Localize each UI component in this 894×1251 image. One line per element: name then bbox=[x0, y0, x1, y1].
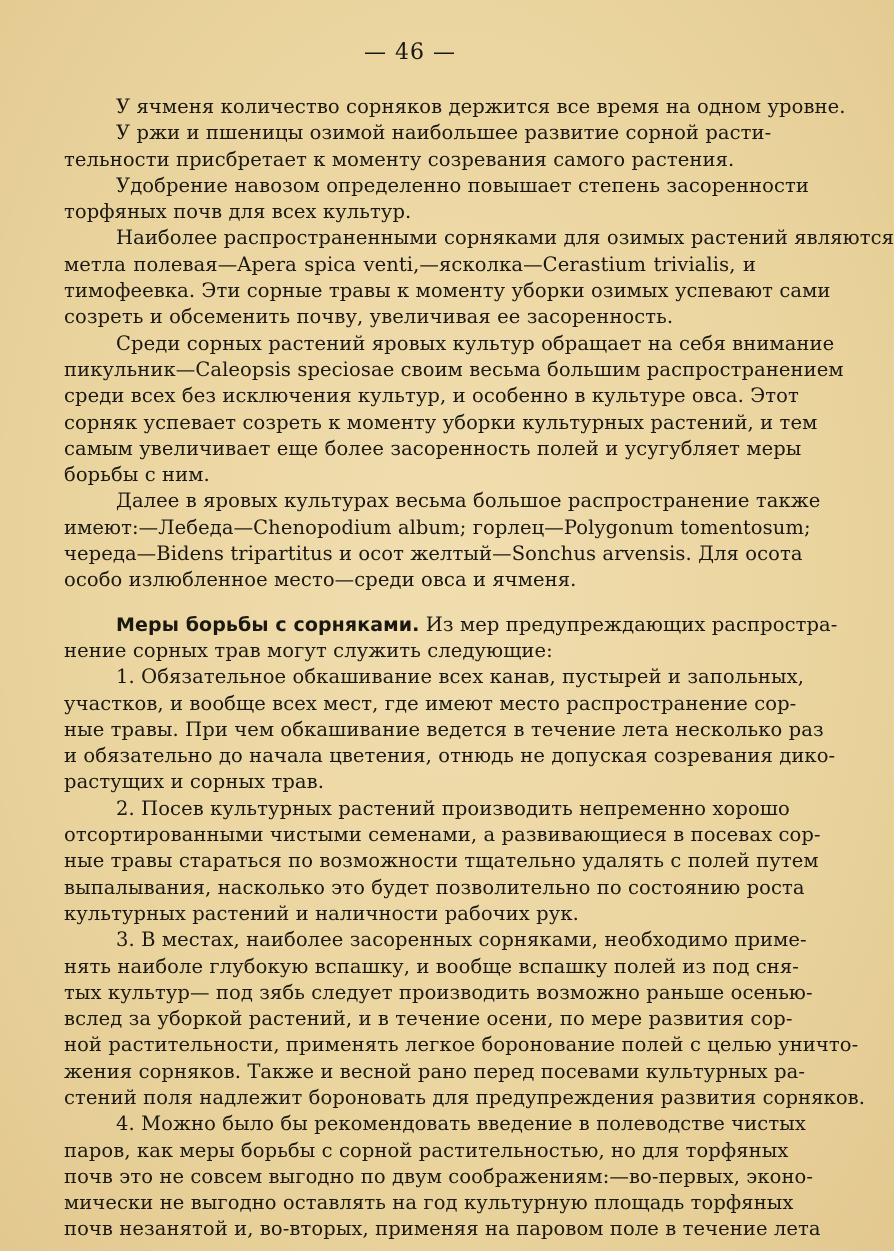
text-line: культурных растений и наличности рабочих рук. bbox=[64, 901, 579, 925]
text-line: нять наиболе глубокую вспашку, и вообще вспашку полей из под сня- bbox=[64, 954, 799, 978]
body-paragraph bbox=[64, 331, 844, 489]
document-page bbox=[64, 38, 894, 1241]
body-paragraph bbox=[64, 225, 894, 330]
text-line: тимофеевка. Эти сорные травы к моменту уборки озимых успевают сами bbox=[64, 279, 831, 303]
text-line: Далее в яровых культурах весьма большое распространение также bbox=[116, 489, 821, 513]
measure-paragraph bbox=[64, 796, 821, 927]
text-line: У ржи и пшеницы озимой наибольшее развитие сорной расти- bbox=[116, 121, 772, 145]
text-line: среди всех без исключения культур, и особенно в культуре овса. Этот bbox=[64, 384, 799, 408]
text-line: 4. Можно было бы рекомендовать введение в полеводстве чистых bbox=[116, 1112, 806, 1136]
text-line: мически не выгодно оставлять на год культурную площадь торфяных bbox=[64, 1191, 794, 1215]
text-line: тельности присбретает к моменту созревания самого растения. bbox=[64, 147, 735, 171]
text-line: растущих и сорных трав. bbox=[64, 770, 325, 794]
top-paragraphs bbox=[64, 94, 894, 594]
text-line: самым увеличивает еще более засоренность полей и усугубляет меры bbox=[64, 436, 802, 460]
text-line: ные травы стараться по возможности тщательно удалять с полей путем bbox=[64, 849, 819, 873]
text-line: вслед за уборкой растений, и в течение осени, по мере развития сор- bbox=[64, 1007, 793, 1031]
text-line: почв незанятой и, во-вторых, применяя на паровом поле в течение лета bbox=[64, 1217, 821, 1241]
body-paragraph bbox=[64, 173, 809, 226]
text-line: сорняк успевает созреть к моменту уборки культурных растений, и тем bbox=[64, 410, 818, 434]
text-line: тых культур— под зябь следует производить возможно раньше осенью- bbox=[64, 980, 813, 1004]
text-line: и обязательно до начала цветения, отнюдь не допуская созревания дико- bbox=[64, 744, 836, 768]
text-line: отсортированными чистыми семенами, а развивающиеся в посевах сор- bbox=[64, 823, 821, 847]
page-number: — 46 — bbox=[364, 40, 456, 65]
text-line: ной растительности, применять легкое боронование полей с целью уничто- bbox=[64, 1033, 859, 1057]
section-heading: Меры борьбы с сорняками. bbox=[116, 613, 420, 636]
text-line: почв это не совсем выгодно по двум соображениям:—во-первых, эконо- bbox=[64, 1164, 814, 1188]
text-line: У ячменя количество сорняков держится все время на одном уровне. bbox=[116, 95, 846, 118]
section-intro-line: нение сорных трав могут служить следующие: bbox=[64, 638, 553, 662]
text-line: 1. Обязательное обкашивание всех канав, пустырей и запольных, bbox=[116, 665, 805, 689]
text-line: ные травы. При чем обкашивание ведется в течение лета несколько раз bbox=[64, 717, 824, 741]
section-intro-paragraph bbox=[64, 612, 838, 665]
text-line: паров, как меры борьбы с сорной растительностью, но для торфяных bbox=[64, 1138, 789, 1162]
text-line: 2. Посев культурных растений производить непременно хорошо bbox=[116, 796, 790, 820]
text-line: 3. В местах, наиболее засоренных сорняками, необходимо приме- bbox=[116, 928, 807, 952]
text-line: Среди сорных растений яровых культур обращает на себя внимание bbox=[116, 331, 835, 355]
text-line: Удобрение навозом определенно повышает степень засоренности bbox=[116, 173, 809, 197]
text-line: жения сорняков. Также и весной рано перед посевами культурных ра- bbox=[64, 1059, 806, 1083]
body-paragraph bbox=[64, 94, 846, 120]
text-line: метла полевая—Apera spica venti,—ясколка—Cerastium trivialis, и bbox=[64, 252, 756, 276]
section-intro-text: Из мер предупреждающих распростра- bbox=[419, 612, 838, 636]
section-intro-first-line bbox=[64, 612, 838, 638]
measure-paragraph bbox=[64, 927, 866, 1111]
text-line: выпалывания, насколько это будет позволительно по состоянию роста bbox=[64, 875, 805, 899]
measure-paragraph bbox=[64, 664, 836, 795]
body-paragraph bbox=[64, 120, 772, 173]
text-line: торфяных почв для всех культур. bbox=[64, 200, 412, 224]
text-line: борьбы с ним. bbox=[64, 463, 210, 487]
text-line: череда—Bidens tripartitus и осот желтый—Sonchus arvensis. Для осота bbox=[64, 542, 803, 566]
body-paragraph bbox=[64, 488, 821, 593]
text-line: стений поля надлежит бороновать для предупреждения развития сорняков. bbox=[64, 1085, 866, 1109]
measure-paragraph bbox=[64, 1111, 821, 1242]
text-line: участков, и вообще всех мест, где имеют место распространение сор- bbox=[64, 691, 797, 715]
bottom-paragraphs bbox=[64, 664, 866, 1243]
text-line: особо излюбленное место—среди овса и ячменя. bbox=[64, 568, 577, 592]
text-line: Наиболее распространенными сорняками для озимых растений являются bbox=[116, 226, 894, 250]
text-line: пикульник—Caleopsis speciosae своим весьма большим распространением bbox=[64, 357, 844, 381]
text-line: имеют:—Лебеда—Chenopodium album; горлец—Polygonum tomentosum; bbox=[64, 515, 811, 539]
text-line: созреть и обсеменить почву, увеличивая ее засоренность. bbox=[64, 305, 674, 329]
section-gap bbox=[64, 594, 756, 612]
